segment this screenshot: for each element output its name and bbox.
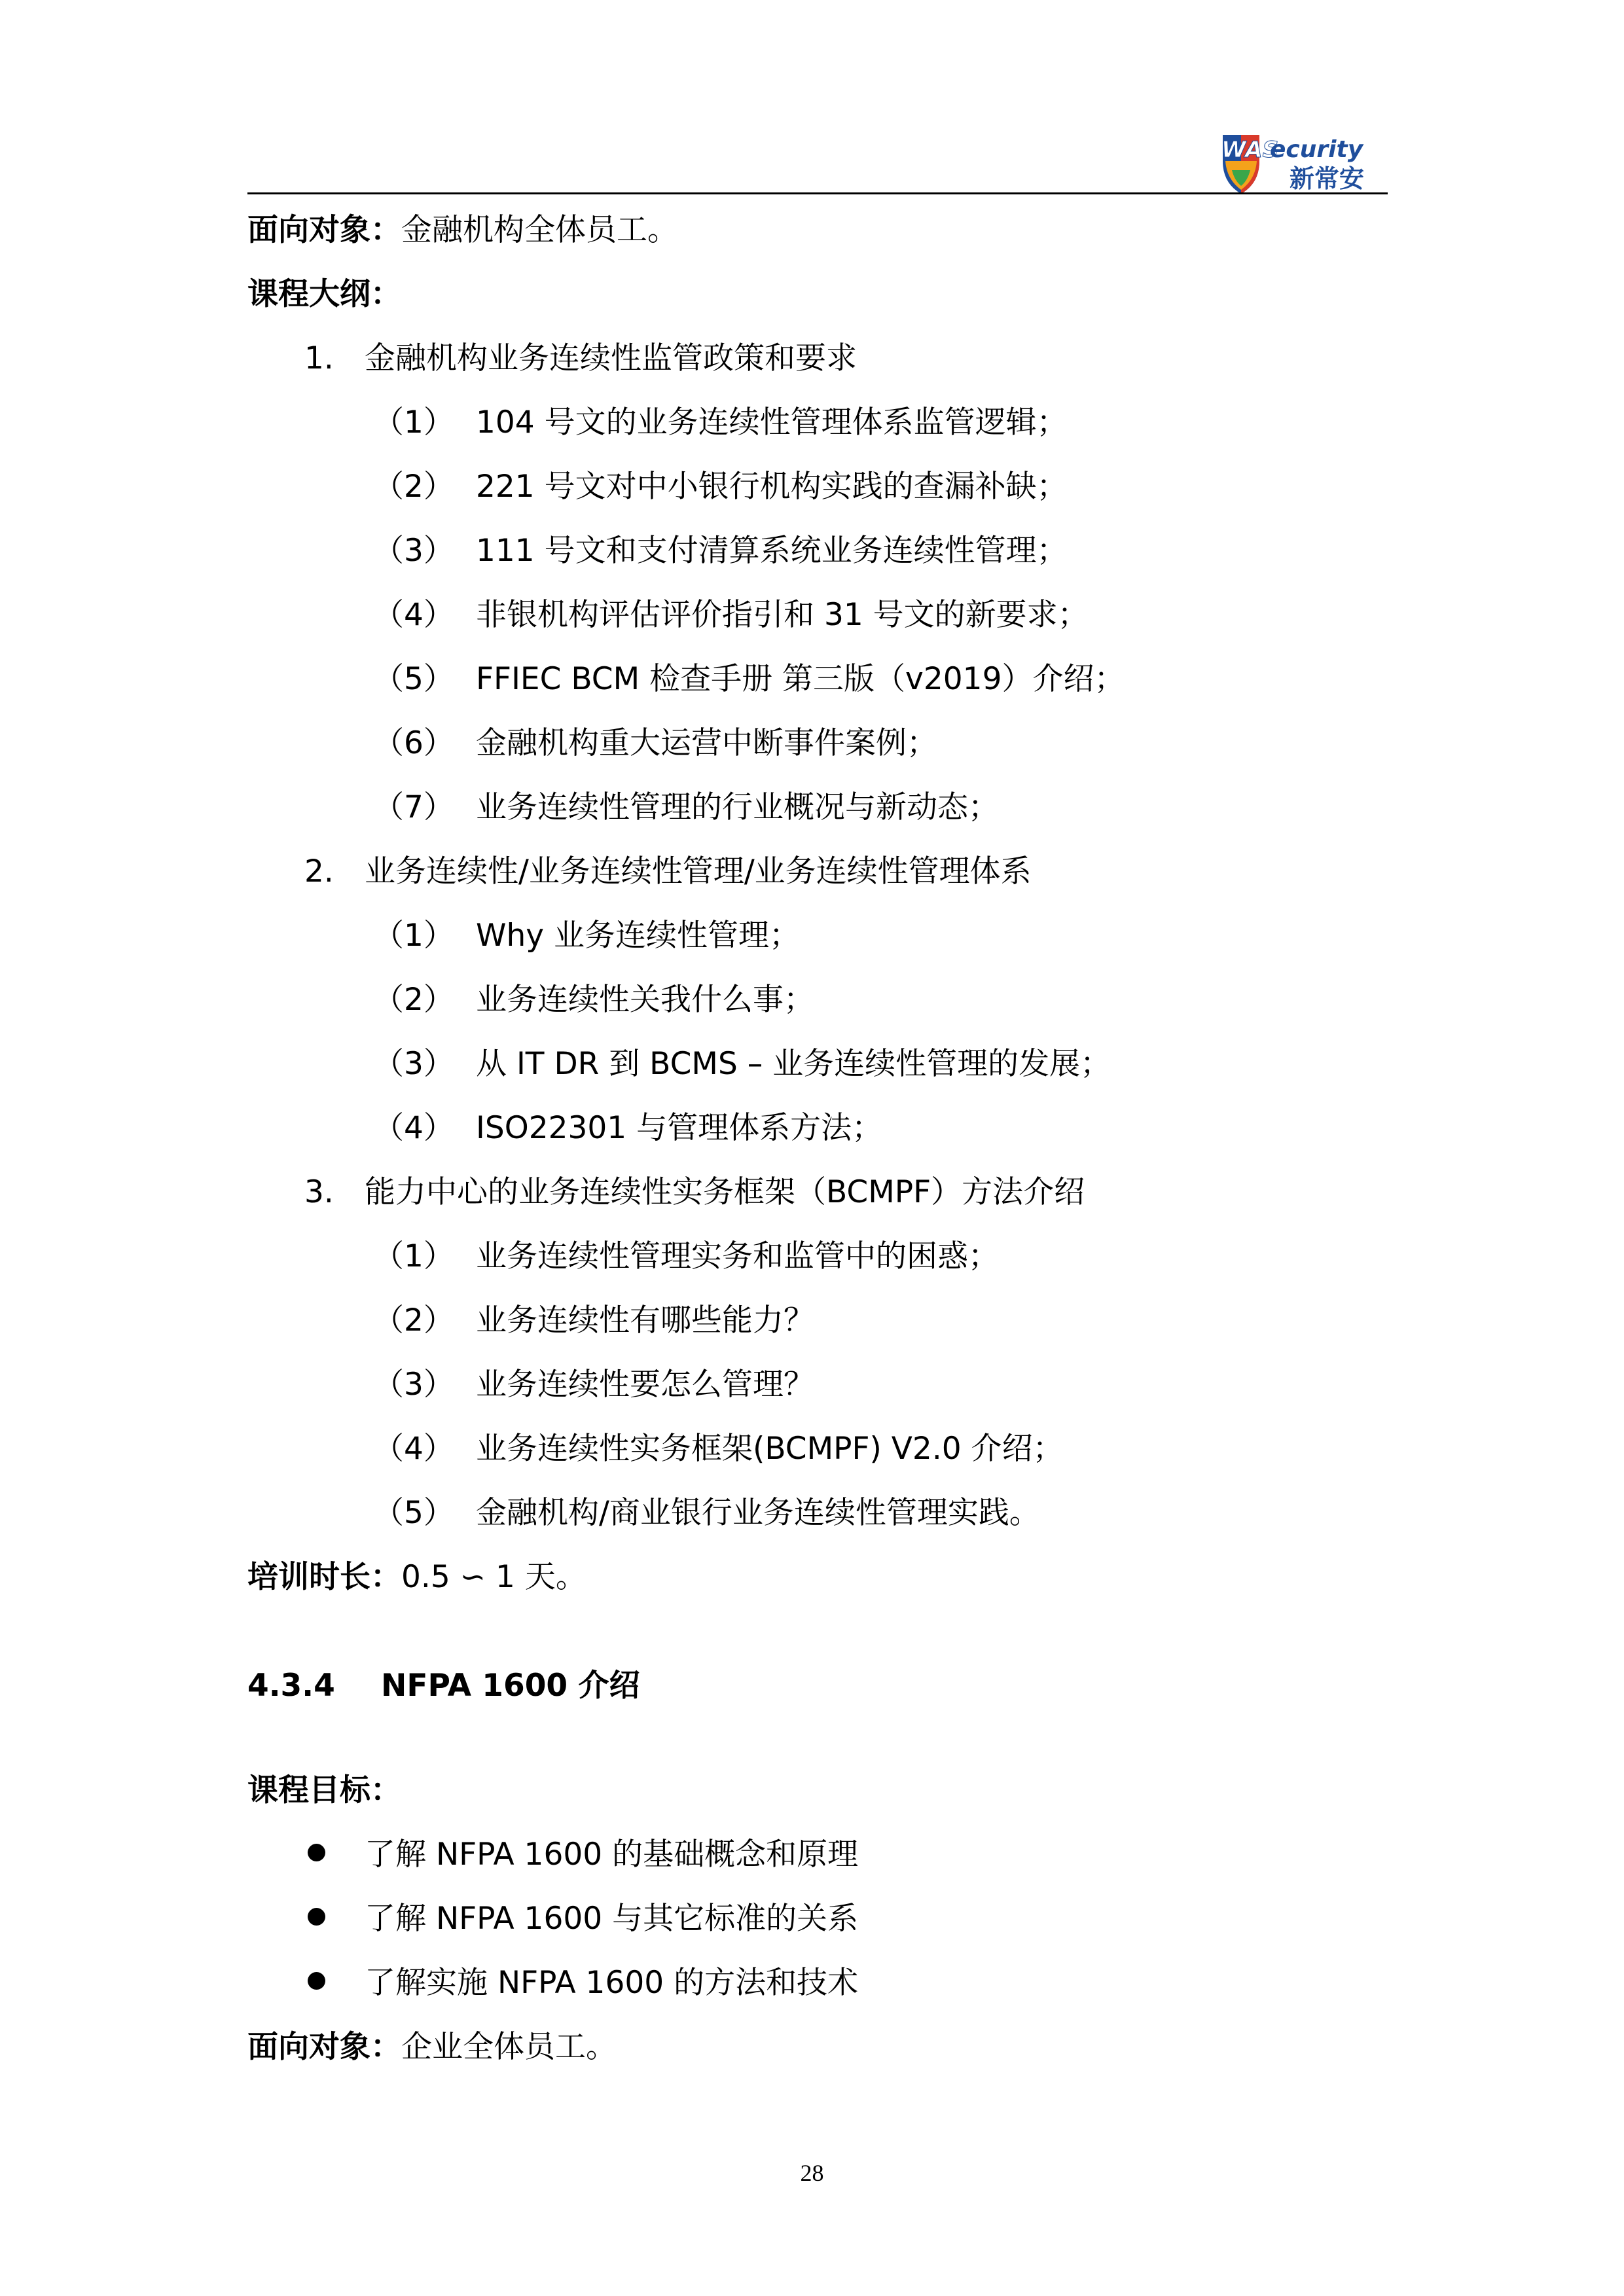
- outline-item: [373, 1301, 814, 1340]
- svg-text:WAS: WAS: [1221, 137, 1279, 163]
- outline-item: [373, 788, 999, 827]
- outline-item-number: （4）: [373, 597, 454, 633]
- outline-item-text: 221 号文对中小银行机构实践的查漏补缺；: [476, 469, 1068, 505]
- outline-heading-1: [304, 339, 857, 378]
- outline-item-number: （1）: [373, 404, 454, 440]
- outline-item-number: （3）: [373, 1046, 454, 1082]
- outline-item-text: 业务连续性实务框架(BCMPF) V2.0 介绍；: [476, 1431, 1064, 1467]
- training-duration-line: [247, 1558, 586, 1597]
- outline-item: [373, 403, 1068, 442]
- outline-item: [373, 1429, 1064, 1469]
- outline-item-number: （3）: [373, 1367, 454, 1403]
- outline-item-number: （6）: [373, 725, 454, 761]
- outline-heading-number: 1.: [304, 340, 334, 376]
- goal-item: 了解 NFPA 1600 的基础概念和原理: [365, 1837, 859, 1873]
- outline-item-text: 业务连续性管理实务和监管中的困惑；: [476, 1238, 999, 1274]
- outline-item-text: Why 业务连续性管理；: [476, 918, 801, 954]
- outline-item-text: 非银机构评估评价指引和 31 号文的新要求；: [476, 597, 1089, 633]
- training-duration-value: 0.5 ∽ 1 天。: [401, 1559, 586, 1595]
- company-logo: [1219, 131, 1394, 196]
- header-divider: [247, 192, 1388, 194]
- audience-label: 面向对象：: [247, 212, 401, 248]
- outline-label: 课程大纲：: [247, 276, 401, 312]
- outline-item: [373, 916, 800, 956]
- outline-item-text: 从 IT DR 到 BCMS – 业务连续性管理的发展；: [476, 1046, 1111, 1082]
- outline-heading-2: [304, 852, 1032, 891]
- outline-item-number: （4）: [373, 1431, 454, 1467]
- outline-item: [373, 1045, 1111, 1084]
- outline-item-text: 业务连续性关我什么事；: [476, 982, 814, 1018]
- outline-item: [373, 724, 937, 763]
- goals-label: 课程目标：: [247, 1772, 401, 1808]
- outline-item: [373, 980, 814, 1020]
- bullet-icon: [308, 1844, 325, 1861]
- outline-item-text: 111 号文和支付清算系统业务连续性管理；: [476, 533, 1068, 569]
- outline-item: [373, 1109, 882, 1148]
- outline-item-number: （2）: [373, 1302, 454, 1338]
- outline-item: [373, 596, 1089, 635]
- audience-label: 面向对象：: [247, 2029, 401, 2065]
- outline-item-text: 业务连续性管理的行业概况与新动态；: [476, 789, 999, 825]
- outline-item-number: （5）: [373, 1495, 454, 1531]
- logo-graphic: [1219, 131, 1394, 196]
- outline-item: [373, 531, 1068, 571]
- outline-heading-number: 2.: [304, 853, 334, 889]
- svg-text:ecurity: ecurity: [1270, 136, 1363, 163]
- audience-line-bottom: [247, 2028, 617, 2067]
- outline-heading-title: 业务连续性/业务连续性管理/业务连续性管理体系: [365, 853, 1032, 889]
- outline-item-number: （2）: [373, 469, 454, 505]
- outline-item-text: 金融机构/商业银行业务连续性管理实践。: [476, 1495, 1040, 1531]
- outline-item-text: 104 号文的业务连续性管理体系监管逻辑；: [476, 404, 1068, 440]
- outline-item-number: （2）: [373, 982, 454, 1018]
- section-heading: [247, 1666, 640, 1706]
- outline-item: [373, 467, 1068, 507]
- bullet-icon: [308, 1972, 325, 1990]
- svg-text:新常安: 新常安: [1290, 164, 1365, 193]
- outline-item-number: （4）: [373, 1110, 454, 1146]
- outline-heading-number: 3.: [304, 1174, 334, 1210]
- outline-item-text: 业务连续性要怎么管理？: [476, 1367, 814, 1403]
- outline-item-text: 金融机构重大运营中断事件案例；: [476, 725, 937, 761]
- outline-item: [373, 660, 1125, 699]
- goal-item: 了解 NFPA 1600 与其它标准的关系: [365, 1901, 859, 1937]
- outline-heading-title: 能力中心的业务连续性实务框架（BCMPF）方法介绍: [365, 1174, 1085, 1210]
- outline-heading-title: 金融机构业务连续性监管政策和要求: [365, 340, 857, 376]
- page-number: 28: [800, 2160, 824, 2186]
- outline-item-text: FFIEC BCM 检查手册 第三版（v2019）介绍；: [476, 661, 1125, 697]
- outline-item-number: （1）: [373, 918, 454, 954]
- outline-item-number: （7）: [373, 789, 454, 825]
- section-number: 4.3.4: [247, 1668, 335, 1704]
- outline-item: [373, 1365, 814, 1405]
- audience-line: [247, 211, 678, 250]
- outline-item-text: ISO22301 与管理体系方法；: [476, 1110, 883, 1146]
- bullet-icon: [308, 1908, 325, 1926]
- goal-item: 了解实施 NFPA 1600 的方法和技术: [365, 1965, 859, 2001]
- outline-item: [373, 1237, 999, 1276]
- outline-item-number: （5）: [373, 661, 454, 697]
- section-title: NFPA 1600 介绍: [381, 1668, 640, 1704]
- outline-item-text: 业务连续性有哪些能力？: [476, 1302, 814, 1338]
- outline-item-number: （3）: [373, 533, 454, 569]
- audience-value: 企业全体员工。: [401, 2029, 617, 2065]
- audience-value: 金融机构全体员工。: [401, 212, 678, 248]
- outline-item-number: （1）: [373, 1238, 454, 1274]
- training-duration-label: 培训时长：: [247, 1559, 401, 1595]
- outline-heading-3: [304, 1173, 1085, 1212]
- outline-item: [373, 1494, 1040, 1533]
